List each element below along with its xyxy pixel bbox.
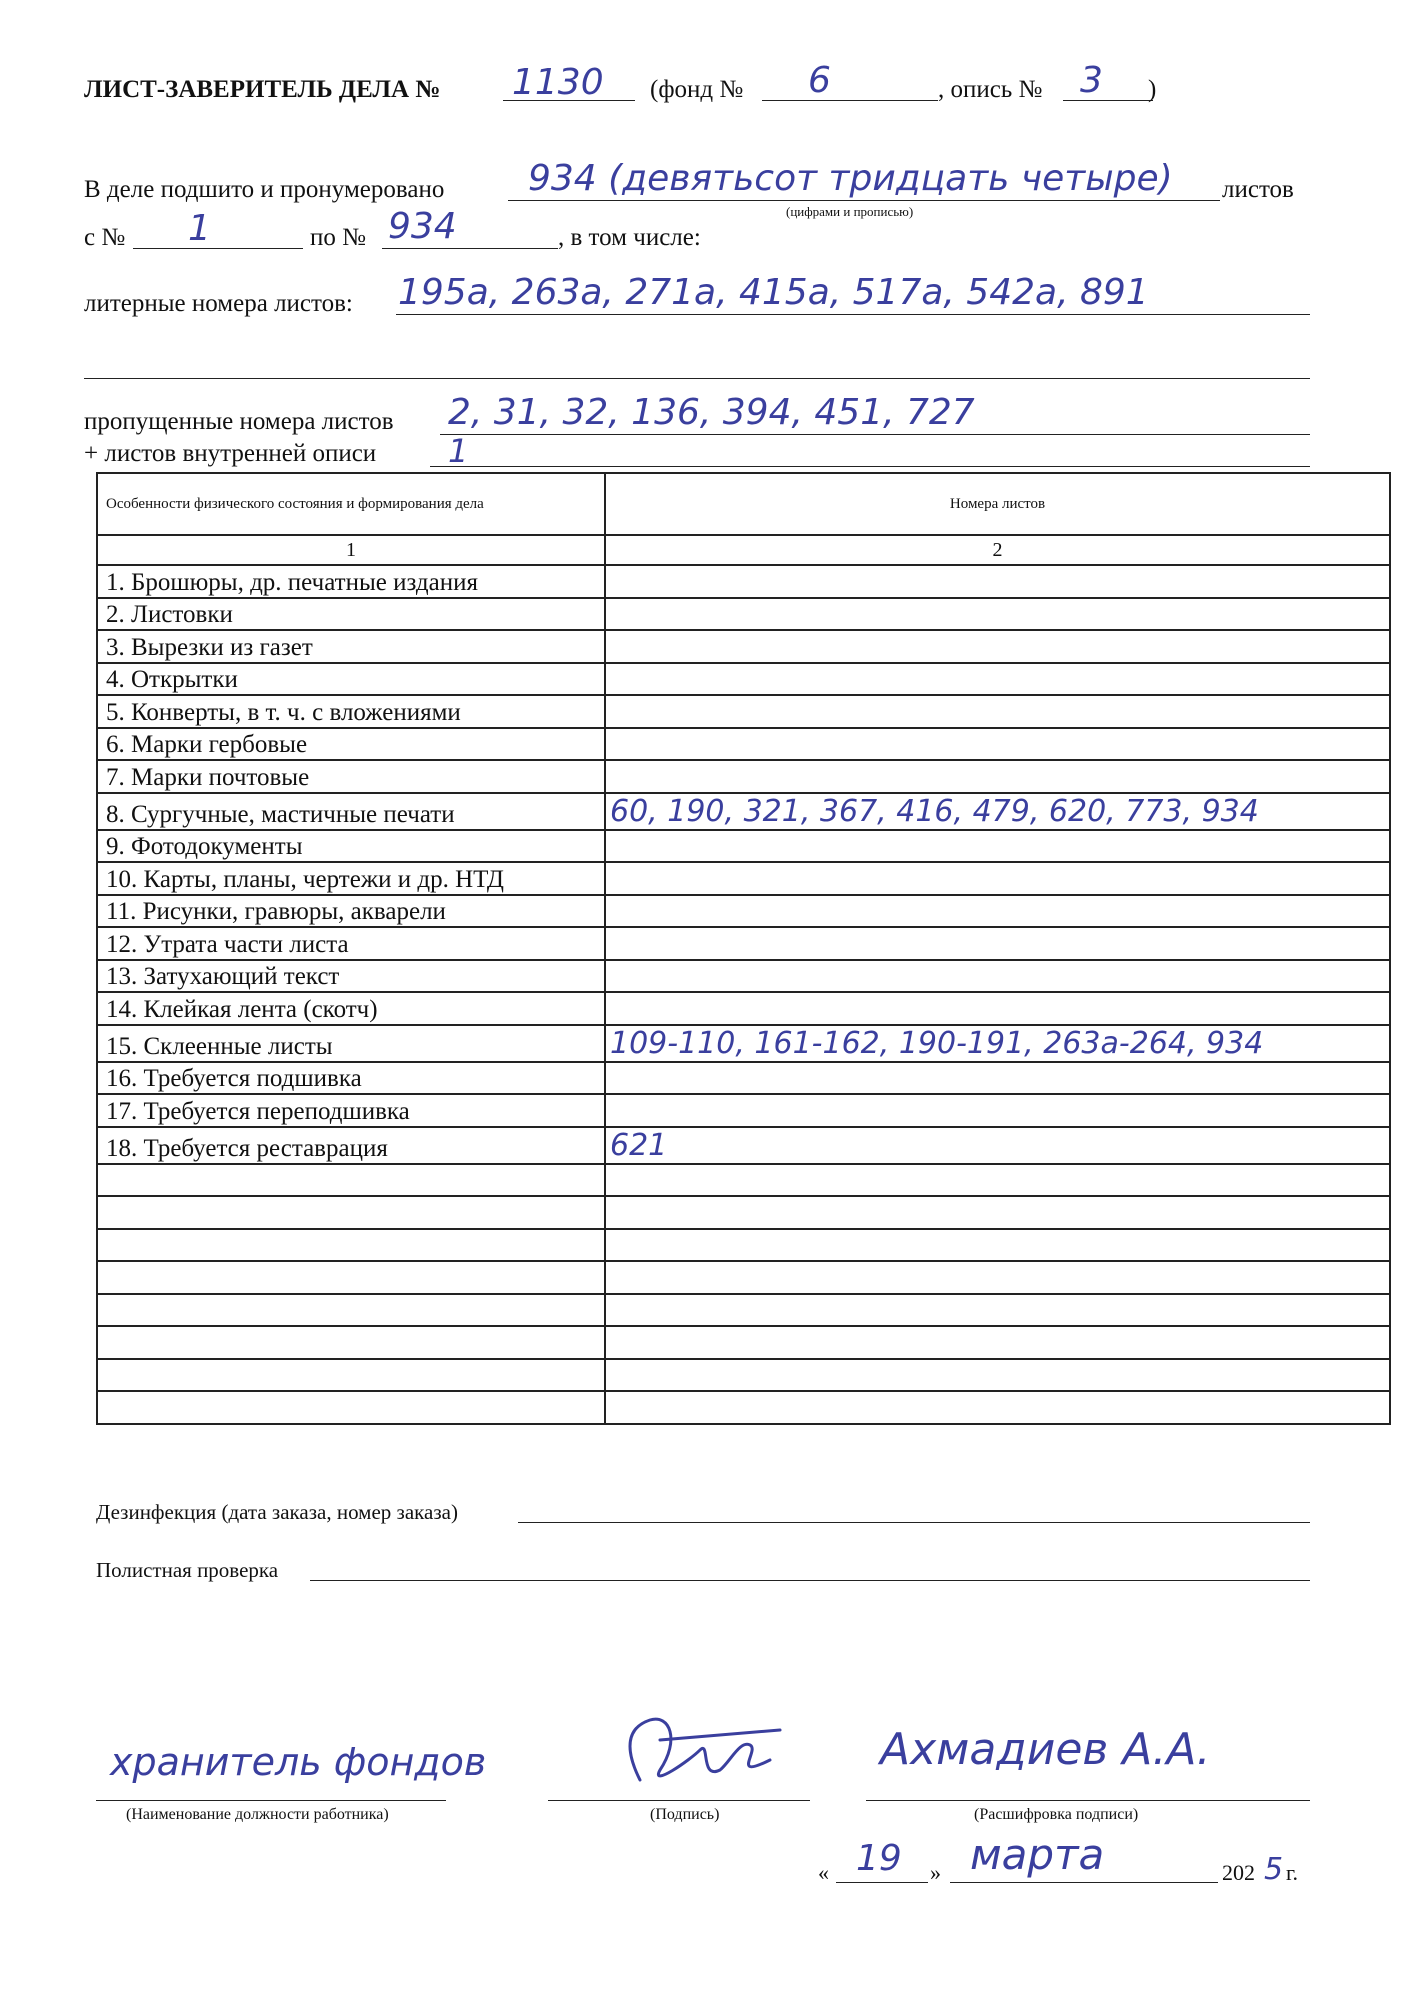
table-row <box>97 1164 1390 1197</box>
check-label: Полистная проверка <box>96 1558 279 1582</box>
row-sheet-numbers <box>605 830 1390 863</box>
row-sheet-numbers <box>605 992 1390 1025</box>
table-row <box>97 960 1390 993</box>
row-label <box>97 1229 605 1262</box>
row-label: 16. Требуется подшивка <box>97 1062 605 1095</box>
table-row <box>97 1326 1390 1359</box>
position-value: хранитель фондов <box>110 1740 487 1784</box>
month-value: марта <box>970 1830 1105 1879</box>
name-caption: (Расшифровка подписи) <box>974 1806 1139 1823</box>
sewn-label: В деле подшито и пронумеровано <box>84 176 445 203</box>
sewn-hint: (цифрами и прописью) <box>786 204 914 219</box>
fond-label: (фонд № <box>650 76 744 103</box>
row-label <box>97 1261 605 1294</box>
row-label: 11. Рисунки, гравюры, акварели <box>97 895 605 928</box>
row-sheet-numbers <box>605 1294 1390 1327</box>
close-paren: ) <box>1148 76 1157 103</box>
col2-header: Номера листов <box>605 473 1390 535</box>
row-label: 1. Брошюры, др. печатные издания <box>97 565 605 598</box>
row-sheet-numbers: 109-110, 161-162, 190-191, 263а-264, 934 <box>605 1025 1390 1062</box>
row-label <box>97 1294 605 1327</box>
row-label <box>97 1196 605 1229</box>
table-row <box>97 895 1390 928</box>
table-row <box>97 927 1390 960</box>
row-sheet-numbers: 621 <box>605 1127 1390 1164</box>
letter-value: 195а, 263а, 271а, 415а, 517а, 542а, 891 <box>398 272 1149 313</box>
fond-number-value: 6 <box>808 60 831 101</box>
to-value: 934 <box>388 206 457 247</box>
table-row <box>97 1391 1390 1424</box>
sewn-value: 934 (девятьсот тридцать четыре) <box>528 158 1173 199</box>
table-row <box>97 862 1390 895</box>
row-sheet-numbers <box>605 598 1390 631</box>
from-value: 1 <box>188 208 211 249</box>
position-caption: (Наименование должности работника) <box>126 1806 389 1823</box>
table-row <box>97 1062 1390 1095</box>
from-label: с № <box>84 224 126 251</box>
table-row <box>97 760 1390 793</box>
signature-caption: (Подпись) <box>650 1806 720 1823</box>
table-row <box>97 1294 1390 1327</box>
row-sheet-numbers <box>605 728 1390 761</box>
row-label: 7. Марки почтовые <box>97 760 605 793</box>
row-sheet-numbers <box>605 630 1390 663</box>
row-sheet-numbers <box>605 960 1390 993</box>
row-sheet-numbers <box>605 1094 1390 1127</box>
row-sheet-numbers: 60, 190, 321, 367, 416, 479, 620, 773, 934 <box>605 793 1390 830</box>
table-row <box>97 630 1390 663</box>
opis-label: , опись № <box>938 76 1043 103</box>
year-suffix: г. <box>1286 1860 1299 1885</box>
row-label: 15. Склеенные листы <box>97 1025 605 1062</box>
row-label <box>97 1391 605 1424</box>
table-row <box>97 695 1390 728</box>
col1-number: 1 <box>97 535 605 565</box>
row-sheet-numbers <box>605 1359 1390 1392</box>
table-row <box>97 1229 1390 1262</box>
inner-value: 1 <box>448 432 469 470</box>
table-row <box>97 1196 1390 1229</box>
day-value: 19 <box>856 1838 902 1879</box>
table-row <box>97 1261 1390 1294</box>
name-value: Ахмадиев А.А. <box>880 1724 1211 1775</box>
row-sheet-numbers <box>605 1326 1390 1359</box>
case-number-value: 1130 <box>512 62 604 103</box>
table-row <box>97 793 1390 830</box>
row-sheet-numbers <box>605 1196 1390 1229</box>
missing-value: 2, 31, 32, 136, 394, 451, 727 <box>448 392 975 433</box>
row-label: 4. Открытки <box>97 663 605 696</box>
table-row <box>97 1094 1390 1127</box>
row-sheet-numbers <box>605 1229 1390 1262</box>
col2-number: 2 <box>605 535 1390 565</box>
including-label: , в том числе: <box>558 224 701 251</box>
row-sheet-numbers <box>605 1164 1390 1197</box>
missing-label: пропущенные номера листов <box>84 408 394 435</box>
sheets-word: листов <box>1222 176 1294 203</box>
row-label: 13. Затухающий текст <box>97 960 605 993</box>
row-label <box>97 1164 605 1197</box>
sheet-table <box>96 472 1391 1425</box>
letter-label: литерные номера листов: <box>84 290 353 317</box>
date-close-quote: » <box>930 1860 941 1885</box>
table-row <box>97 663 1390 696</box>
inner-label: + листов внутренней описи <box>84 440 377 467</box>
row-sheet-numbers <box>605 565 1390 598</box>
row-sheet-numbers <box>605 927 1390 960</box>
col1-header: Особенности физического состояния и формирования дела <box>97 473 605 535</box>
row-label: 10. Карты, планы, чертежи и др. НТД <box>97 862 605 895</box>
signature-image <box>600 1700 800 1810</box>
row-label: 2. Листовки <box>97 598 605 631</box>
year-prefix: 202 <box>1222 1860 1255 1885</box>
row-label: 12. Утрата части листа <box>97 927 605 960</box>
disinfection-label: Дезинфекция (дата заказа, номер заказа) <box>96 1500 458 1524</box>
table-row <box>97 728 1390 761</box>
table-header-row <box>97 473 1390 535</box>
table-row <box>97 1127 1390 1164</box>
row-sheet-numbers <box>605 1062 1390 1095</box>
to-label: по № <box>310 224 366 251</box>
row-label: 5. Конверты, в т. ч. с вложениями <box>97 695 605 728</box>
row-label: 17. Требуется переподшивка <box>97 1094 605 1127</box>
row-label: 8. Сургучные, мастичные печати <box>97 793 605 830</box>
form-title: ЛИСТ-ЗАВЕРИТЕЛЬ ДЕЛА № <box>84 76 441 103</box>
row-sheet-numbers <box>605 663 1390 696</box>
table-row <box>97 830 1390 863</box>
table-colnum-row <box>97 535 1390 565</box>
row-sheet-numbers <box>605 1391 1390 1424</box>
opis-number-value: 3 <box>1080 60 1103 101</box>
row-sheet-numbers <box>605 1261 1390 1294</box>
table-row <box>97 992 1390 1025</box>
row-label: 9. Фотодокументы <box>97 830 605 863</box>
row-label: 14. Клейкая лента (скотч) <box>97 992 605 1025</box>
table-row <box>97 1025 1390 1062</box>
row-label: 3. Вырезки из газет <box>97 630 605 663</box>
row-sheet-numbers <box>605 760 1390 793</box>
table-row <box>97 598 1390 631</box>
row-label <box>97 1326 605 1359</box>
row-sheet-numbers <box>605 895 1390 928</box>
row-sheet-numbers <box>605 695 1390 728</box>
year-digit: 5 <box>1264 1852 1284 1887</box>
row-label: 6. Марки гербовые <box>97 728 605 761</box>
date-open-quote: « <box>818 1860 829 1885</box>
table-row <box>97 1359 1390 1392</box>
row-sheet-numbers <box>605 862 1390 895</box>
row-label <box>97 1359 605 1392</box>
table-row <box>97 565 1390 598</box>
row-label: 18. Требуется реставрация <box>97 1127 605 1164</box>
